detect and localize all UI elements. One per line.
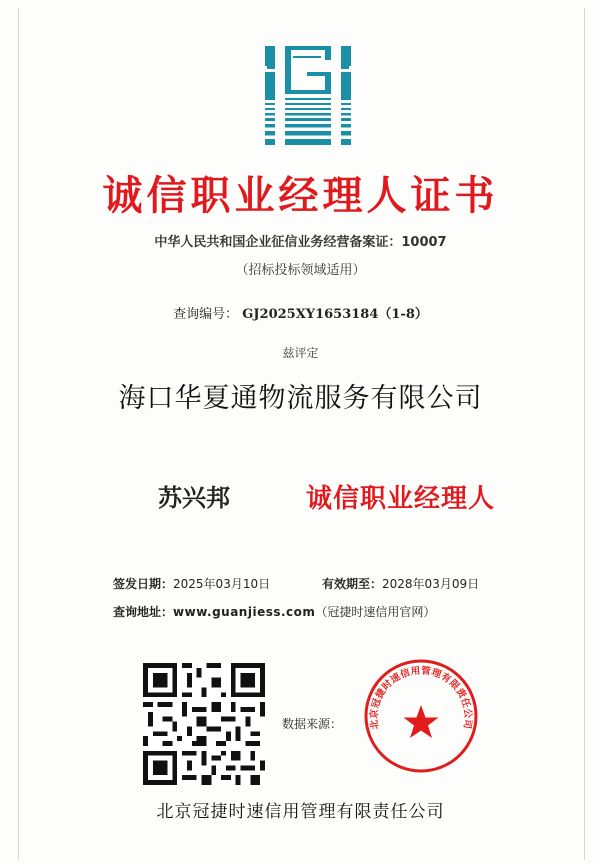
- issue-date-value: 2025年03月10日: [173, 577, 271, 591]
- seal-text: 北京冠捷时速信用管理有限责任公司: [368, 665, 474, 730]
- gjh-logo-icon: [263, 42, 353, 146]
- star-seal-icon: [362, 657, 480, 775]
- issue-date-row: [113, 575, 270, 592]
- filing-certificate-line: 中华人民共和国企业征信业务经营备案证：10007: [154, 235, 447, 250]
- assessed-label: 兹评定: [282, 346, 319, 360]
- query-number-value: GJ2025XY1653184（1-8）: [242, 307, 428, 322]
- query-number-label: 查询编号：: [173, 307, 239, 322]
- person-name: 苏兴邦: [158, 484, 230, 512]
- issue-date-label: 签发日期：: [113, 577, 174, 591]
- valid-until-label: 有效期至：: [322, 577, 383, 591]
- query-url-link[interactable]: www.guanjiess.com: [173, 605, 316, 619]
- honor-title: 诚信职业经理人: [306, 484, 496, 514]
- valid-until-row: [322, 575, 479, 592]
- scope-note: （招标投标领域适用）: [235, 263, 366, 278]
- certificate-title: 诚信职业经理人证书: [102, 173, 499, 219]
- query-url-row: [113, 603, 435, 620]
- query-url-label: 查询地址：: [113, 605, 174, 619]
- qr-code-icon[interactable]: [143, 663, 265, 785]
- query-url-note: （冠捷时速信用官网）: [315, 605, 436, 619]
- valid-until-value: 2028年03月09日: [382, 577, 480, 591]
- company-name: 海口华夏通物流服务有限公司: [118, 383, 483, 414]
- query-number: [0, 303, 601, 322]
- issuer-name: 北京冠捷时速信用管理有限责任公司: [156, 802, 445, 822]
- data-source-label: 数据来源：: [282, 717, 343, 731]
